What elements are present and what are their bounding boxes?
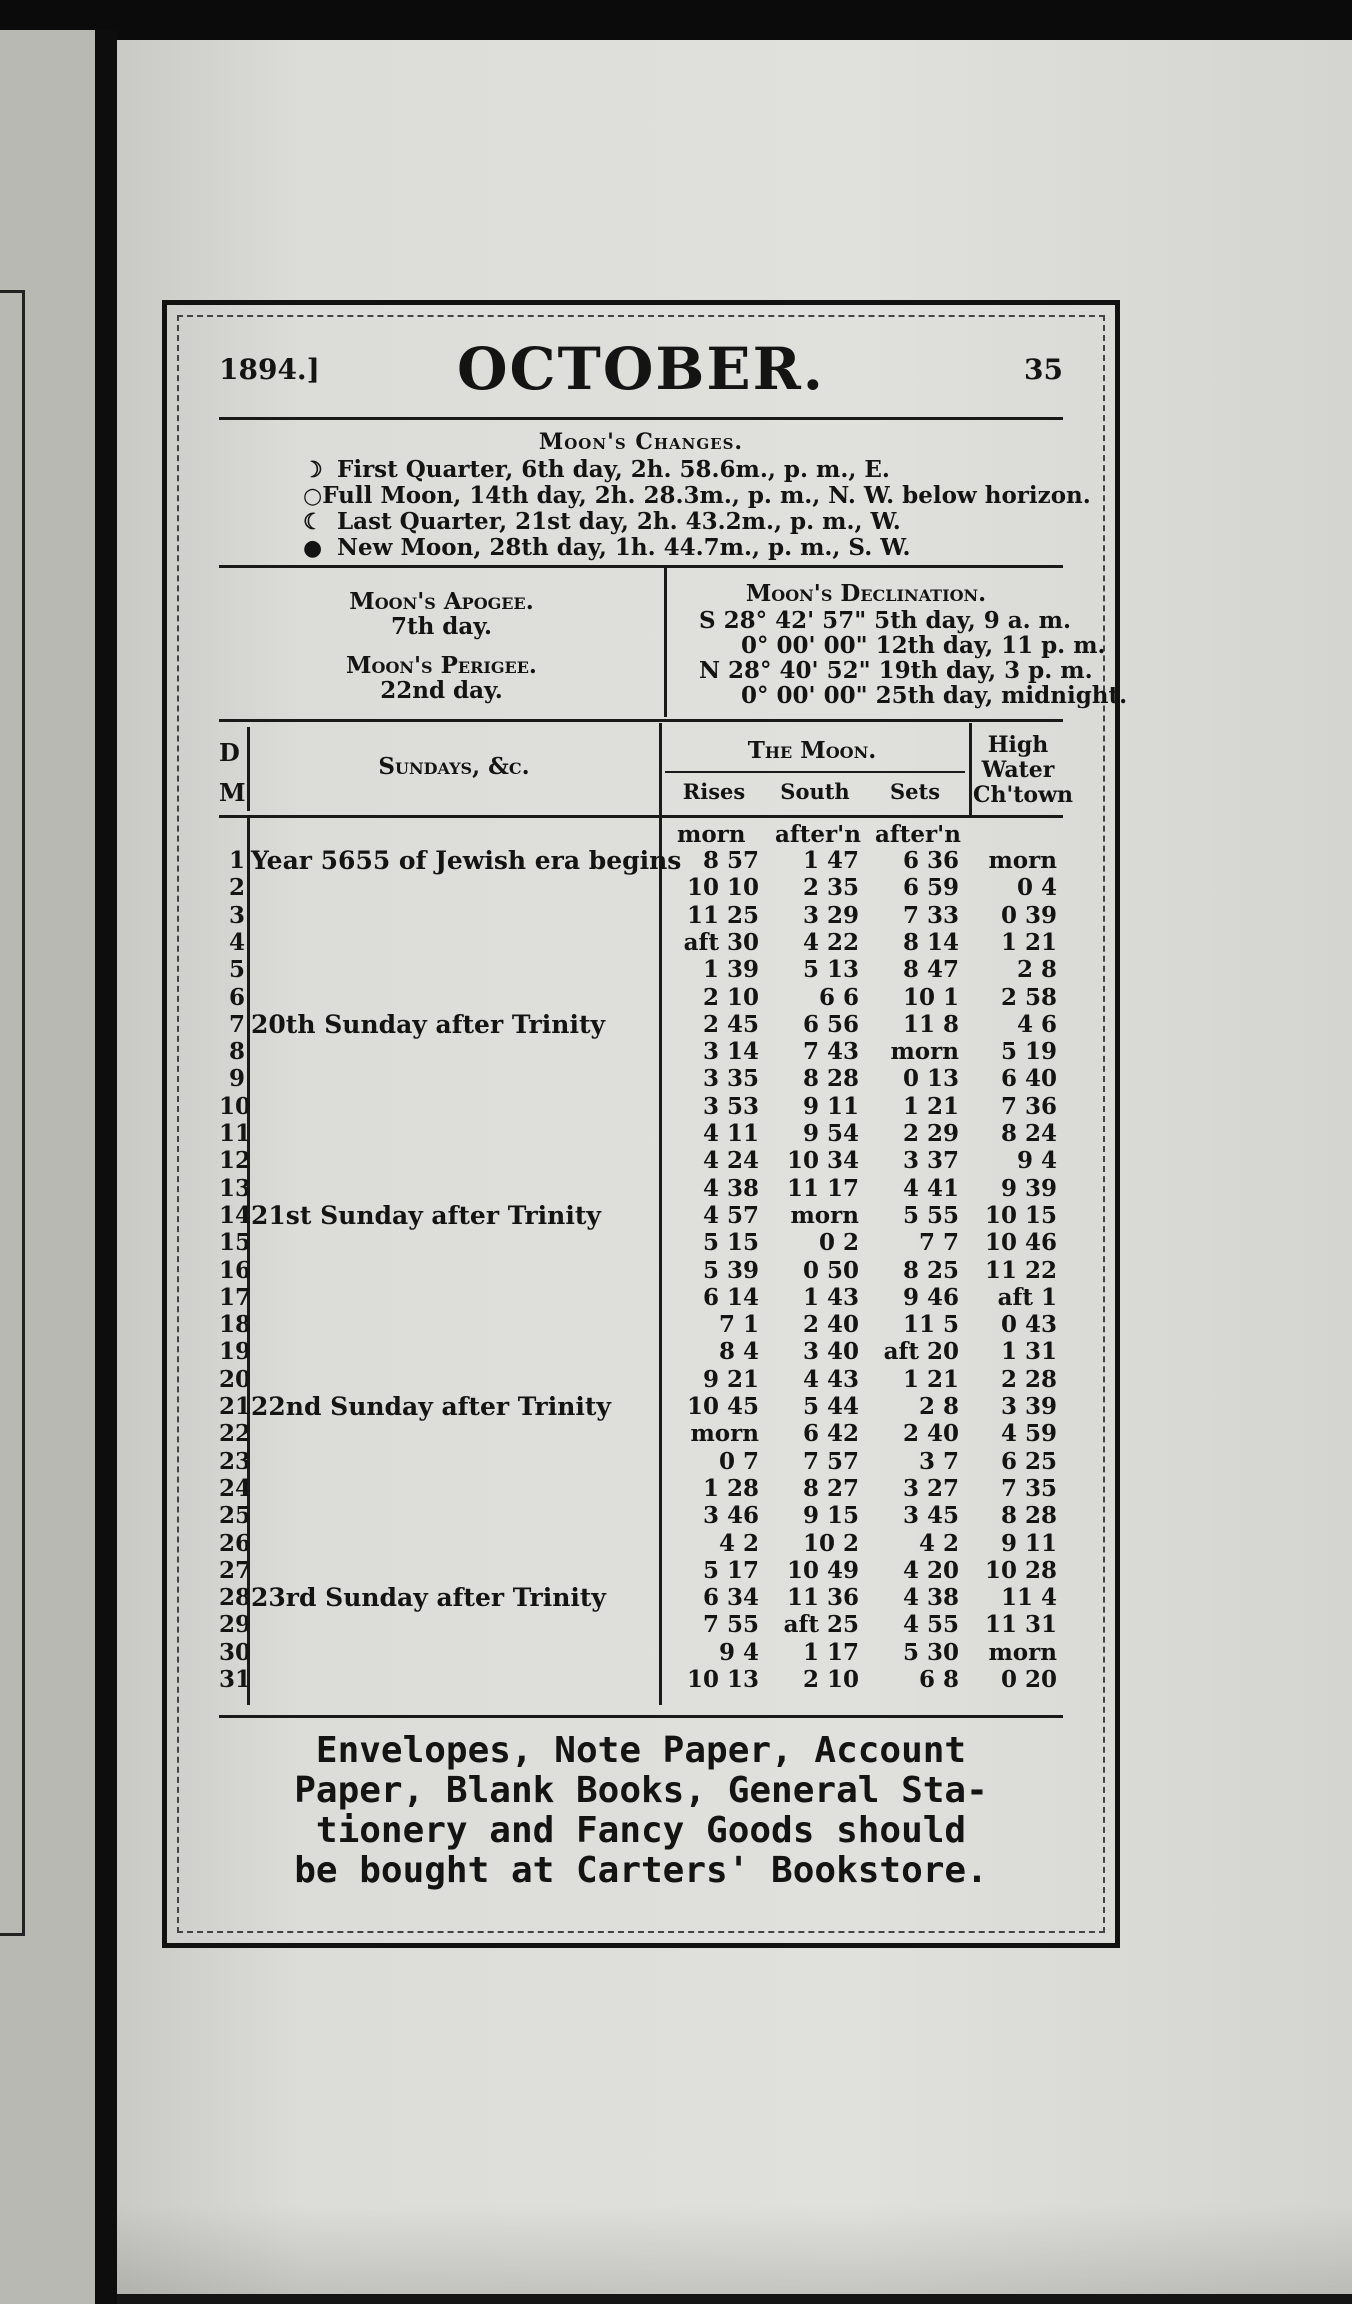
moon-sets: 7 7 xyxy=(918,1229,959,1257)
moon-south: 2 10 xyxy=(802,1666,859,1693)
day-number: 7 xyxy=(228,1010,245,1038)
high-water: 10 28 xyxy=(984,1556,1057,1584)
day-number: 26 xyxy=(219,1529,252,1557)
day-number: 15 xyxy=(219,1229,252,1257)
high-water: 10 15 xyxy=(984,1201,1057,1229)
moon-change-item xyxy=(303,509,1063,535)
moon-rises: 2 45 xyxy=(702,1010,759,1038)
table-row xyxy=(219,929,1063,956)
high-water: 4 6 xyxy=(1016,1010,1057,1038)
moon-changes-title: Moon's Changes. xyxy=(538,429,744,455)
col-hw-line: Ch'town xyxy=(973,782,1074,808)
moon-sets: 6 59 xyxy=(902,874,959,902)
high-water: 0 4 xyxy=(1016,874,1057,902)
col-d: D xyxy=(219,738,240,767)
table-row xyxy=(219,1202,1063,1229)
moon-rises: 5 17 xyxy=(702,1556,759,1584)
day-number: 16 xyxy=(219,1256,252,1284)
moon-south: 9 15 xyxy=(802,1502,859,1530)
moon-info-section xyxy=(219,567,1128,717)
moon-rises: 11 25 xyxy=(686,901,759,929)
table-row xyxy=(219,1420,1063,1447)
moon-sets: 4 2 xyxy=(918,1529,959,1557)
col-divider xyxy=(969,723,972,815)
high-water: 2 58 xyxy=(1000,983,1057,1011)
table-row xyxy=(219,1475,1063,1502)
high-water: 7 35 xyxy=(1000,1474,1057,1502)
new-moon-icon: ● xyxy=(303,535,323,561)
day-number: 2 xyxy=(228,874,245,902)
moon-sets: 4 55 xyxy=(902,1611,959,1639)
moon-south: 5 44 xyxy=(802,1393,859,1420)
moon-rises: 10 13 xyxy=(686,1666,759,1693)
moon-south: 10 2 xyxy=(802,1529,859,1557)
moon-sets: 8 47 xyxy=(902,956,959,984)
table-row xyxy=(219,1338,1063,1365)
moon-sets: 5 55 xyxy=(902,1201,959,1229)
day-number: 22 xyxy=(219,1420,252,1448)
table-row xyxy=(219,1093,1063,1120)
table-row xyxy=(219,1257,1063,1284)
moon-rises: 7 55 xyxy=(702,1611,759,1639)
day-number: 9 xyxy=(228,1065,245,1093)
high-water: 5 19 xyxy=(1000,1038,1057,1066)
table-row xyxy=(219,1557,1063,1584)
day-number: 23 xyxy=(219,1447,252,1475)
moon-south: 10 34 xyxy=(786,1147,859,1175)
moon-south: 8 28 xyxy=(802,1065,859,1093)
almanac-inner-border xyxy=(177,315,1128,1933)
table-row xyxy=(219,1611,1063,1638)
table-row xyxy=(219,1530,1063,1557)
moon-south: 7 57 xyxy=(802,1447,859,1475)
moon-rises: 9 21 xyxy=(702,1365,759,1393)
perigee-title: Moon's Perigee. xyxy=(346,652,537,679)
moon-south: morn xyxy=(790,1201,859,1229)
table-row xyxy=(219,984,1063,1011)
moon-sets: 2 8 xyxy=(918,1393,959,1420)
day-number: 19 xyxy=(219,1338,252,1366)
high-water: 0 20 xyxy=(1000,1666,1057,1693)
advert-line: tionery and Fancy Goods should xyxy=(315,1810,967,1851)
day-number: 31 xyxy=(219,1666,252,1693)
event-text: 23rd Sunday after Trinity xyxy=(251,1583,606,1613)
day-number: 17 xyxy=(219,1283,252,1311)
day-number: 6 xyxy=(228,983,245,1011)
high-water: 6 40 xyxy=(1000,1065,1057,1093)
moon-sets: 11 8 xyxy=(902,1010,959,1038)
moon-rises: 3 46 xyxy=(702,1502,759,1530)
moon-rises: 3 35 xyxy=(702,1065,759,1093)
moon-change-item xyxy=(303,535,1063,561)
col-south: South xyxy=(780,779,850,804)
table-row xyxy=(219,1038,1063,1065)
moon-south: 3 40 xyxy=(802,1338,859,1366)
high-water: 6 25 xyxy=(1000,1447,1057,1475)
moon-sets: 3 37 xyxy=(902,1147,959,1175)
moon-changes-list xyxy=(303,456,1091,561)
table-row xyxy=(219,1229,1063,1256)
moon-rises: 9 4 xyxy=(718,1638,759,1666)
high-water: 7 36 xyxy=(1000,1092,1057,1120)
scan-top-edge xyxy=(0,0,1352,40)
moon-sets: aft 20 xyxy=(883,1338,959,1366)
moon-rises: aft 30 xyxy=(683,928,759,956)
last-quarter-icon: ☾ xyxy=(303,509,323,535)
moon-sets: 8 14 xyxy=(902,928,959,956)
day-number: 14 xyxy=(219,1201,252,1229)
event-text: 21st Sunday after Trinity xyxy=(251,1200,601,1230)
moon-rises: 6 14 xyxy=(702,1283,759,1311)
col-sundays: Sundays, &c. xyxy=(378,753,530,780)
moon-south: 1 43 xyxy=(802,1283,859,1311)
high-water: 8 28 xyxy=(1000,1502,1057,1530)
moon-rises: 10 10 xyxy=(686,874,759,902)
apogee-perigee xyxy=(219,589,664,703)
adjacent-page-frame xyxy=(0,290,25,1936)
high-water: 1 31 xyxy=(1000,1338,1057,1366)
moon-rises: 6 34 xyxy=(702,1584,759,1612)
declination-row: N 28° 40' 52" 19th day, 3 p. m. xyxy=(699,657,1093,684)
moon-sets: 4 41 xyxy=(902,1174,959,1202)
moon-south: 2 35 xyxy=(802,874,859,902)
high-water: 9 11 xyxy=(1000,1529,1057,1557)
moon-sets: 9 46 xyxy=(902,1283,959,1311)
sets-unit: after'n xyxy=(875,821,961,848)
table-row xyxy=(219,1175,1063,1202)
page-title: OCTOBER. xyxy=(457,335,825,403)
page-shadow xyxy=(117,2204,1352,2294)
high-water: 9 39 xyxy=(1000,1174,1057,1202)
table-row xyxy=(219,1584,1063,1611)
moon-rises: 4 38 xyxy=(702,1174,759,1202)
moon-sets: 7 33 xyxy=(902,901,959,929)
first-quarter-icon: ☽ xyxy=(303,457,323,483)
moon-rises: 1 39 xyxy=(702,956,759,984)
high-water: 4 59 xyxy=(1000,1420,1057,1448)
moon-sets: 3 7 xyxy=(918,1447,959,1475)
event-text: 20th Sunday after Trinity xyxy=(251,1009,606,1039)
day-number: 30 xyxy=(219,1638,252,1666)
apogee-title: Moon's Apogee. xyxy=(349,588,534,615)
moon-south: 11 36 xyxy=(786,1584,859,1612)
moon-sets: 1 21 xyxy=(902,1365,959,1393)
day-number: 8 xyxy=(228,1038,245,1066)
moon-sets: 1 21 xyxy=(902,1092,959,1120)
almanac-frame xyxy=(162,300,1128,1948)
table-row xyxy=(219,874,1063,901)
moon-rises: 10 45 xyxy=(686,1393,759,1420)
moon-south: 7 43 xyxy=(802,1038,859,1066)
high-water: 11 4 xyxy=(1000,1584,1057,1612)
info-divider xyxy=(664,567,667,717)
table-row xyxy=(219,1147,1063,1174)
col-hw-line: High xyxy=(987,732,1049,758)
moon-south: 4 22 xyxy=(802,928,859,956)
moon-rises: 1 28 xyxy=(702,1474,759,1502)
moon-rises: 5 39 xyxy=(702,1256,759,1284)
moon-change-item xyxy=(303,457,1063,483)
day-number: 18 xyxy=(219,1311,252,1339)
high-water: morn xyxy=(988,1638,1057,1666)
day-number: 28 xyxy=(219,1584,252,1612)
moon-change-text: New Moon, 28th day, 1h. 44.7m., p. m., S. W. xyxy=(337,534,911,561)
day-number: 3 xyxy=(228,901,245,929)
high-water: 10 46 xyxy=(984,1229,1057,1257)
book-spine xyxy=(95,30,117,2304)
high-water: 0 39 xyxy=(1000,901,1057,929)
table-bottom-rule xyxy=(219,1715,1063,1718)
moon-sets: 0 13 xyxy=(902,1065,959,1093)
moon-south: 4 43 xyxy=(802,1365,859,1393)
moon-south: 2 40 xyxy=(802,1311,859,1339)
table-row xyxy=(219,1065,1063,1092)
high-water: 11 22 xyxy=(984,1256,1057,1284)
page-number: 35 xyxy=(1024,353,1063,386)
moon-south: aft 25 xyxy=(783,1611,859,1639)
day-number: 10 xyxy=(219,1092,252,1120)
declination-title: Moon's Declination. xyxy=(745,580,987,607)
moon-rises: 4 11 xyxy=(702,1120,759,1147)
moon-change-text: First Quarter, 6th day, 2h. 58.6m., p. m., E. xyxy=(337,456,890,483)
high-water: 2 8 xyxy=(1016,956,1057,984)
moon-sets: 4 20 xyxy=(902,1556,959,1584)
declination xyxy=(669,580,1128,709)
moon-south: 9 54 xyxy=(802,1120,859,1147)
moon-change-text: Full Moon, 14th day, 2h. 28.3m., p. m., N. W. below horizon. xyxy=(322,482,1091,509)
table-row xyxy=(219,1120,1063,1147)
high-water: 2 28 xyxy=(1000,1365,1057,1393)
moon-rises: morn xyxy=(690,1420,759,1448)
advert-line: be bought at Carters' Bookstore. xyxy=(294,1850,988,1891)
table-units-row xyxy=(219,821,1063,848)
moon-south: 0 50 xyxy=(802,1256,859,1284)
moon-sets: 10 1 xyxy=(902,983,959,1011)
moon-rises: 8 57 xyxy=(702,847,759,874)
declination-row: 0° 00' 00" 12th day, 11 p. m. xyxy=(741,632,1106,659)
day-number: 27 xyxy=(219,1556,252,1584)
moon-sets: 2 40 xyxy=(902,1420,959,1448)
col-rises: Rises xyxy=(682,779,746,804)
moon-south: 0 2 xyxy=(818,1229,859,1257)
moon-sub-rule xyxy=(665,771,965,773)
moon-rises: 8 4 xyxy=(718,1338,759,1366)
day-number: 13 xyxy=(219,1174,252,1202)
event-text: 22nd Sunday after Trinity xyxy=(251,1392,611,1421)
col-moon: The Moon. xyxy=(747,737,877,764)
page-header xyxy=(219,335,1063,405)
declination-row: 0° 00' 00" 25th day, midnight. xyxy=(741,682,1128,709)
advert-line: Envelopes, Note Paper, Account xyxy=(315,1730,967,1771)
table-header-rule xyxy=(219,815,1063,818)
advertisement xyxy=(219,1731,1063,1891)
moon-sets: 4 38 xyxy=(902,1584,959,1612)
advert-line: Paper, Blank Books, General Sta- xyxy=(294,1770,988,1811)
col-hw-line: Water xyxy=(981,757,1055,783)
day-number: 11 xyxy=(219,1120,252,1147)
col-m: M xyxy=(219,778,246,807)
moon-sets: 8 25 xyxy=(902,1256,959,1284)
apogee-day: 7th day. xyxy=(390,613,493,640)
table-row xyxy=(219,847,1063,874)
table-row xyxy=(219,1393,1063,1420)
col-high-water xyxy=(973,732,1074,808)
high-water: 3 39 xyxy=(1000,1393,1057,1420)
high-water: morn xyxy=(988,847,1057,874)
moon-rises: 2 10 xyxy=(702,983,759,1011)
day-number: 4 xyxy=(228,928,245,956)
moon-sets: 11 5 xyxy=(902,1311,959,1339)
moon-rises: 7 1 xyxy=(718,1311,759,1339)
adjacent-page xyxy=(0,30,95,2304)
moon-south: 9 11 xyxy=(802,1092,859,1120)
day-month-label xyxy=(219,733,246,813)
south-unit: after'n xyxy=(775,821,861,848)
high-water: 8 24 xyxy=(1000,1120,1057,1147)
moon-south: 1 47 xyxy=(802,847,859,874)
moon-rises: 4 57 xyxy=(702,1201,759,1229)
moon-change-text: Last Quarter, 21st day, 2h. 43.2m., p. m., W. xyxy=(337,508,901,535)
moon-south: 6 6 xyxy=(818,983,859,1011)
moon-rises: 4 2 xyxy=(718,1529,759,1557)
high-water: 1 21 xyxy=(1000,928,1057,956)
day-number: 5 xyxy=(228,956,245,984)
table-row xyxy=(219,956,1063,983)
high-water: 0 43 xyxy=(1000,1311,1057,1339)
day-number: 12 xyxy=(219,1147,252,1175)
high-water: 11 31 xyxy=(984,1611,1057,1639)
col-sets: Sets xyxy=(889,779,941,804)
moon-sets: 6 36 xyxy=(902,847,959,874)
moon-sets: 2 29 xyxy=(902,1120,959,1147)
moon-rises: 5 15 xyxy=(702,1229,759,1257)
moon-rises: 4 24 xyxy=(702,1147,759,1175)
high-water: 9 4 xyxy=(1016,1147,1057,1175)
moon-sets: 3 45 xyxy=(902,1502,959,1530)
day-number: 25 xyxy=(219,1502,252,1530)
moon-south: 6 42 xyxy=(802,1420,859,1448)
event-text: Year 5655 of Jewish era begins xyxy=(251,846,682,875)
full-moon-icon: ○ xyxy=(303,483,323,509)
moon-south: 1 17 xyxy=(802,1638,859,1666)
table-header xyxy=(219,723,1074,815)
day-number: 1 xyxy=(228,847,245,874)
perigee-day: 22nd day. xyxy=(380,677,503,704)
moon-south: 10 49 xyxy=(786,1556,859,1584)
rises-unit: morn xyxy=(677,821,746,848)
declination-row: S 28° 42' 57" 5th day, 9 a. m. xyxy=(699,607,1071,634)
table-row xyxy=(219,1666,1063,1693)
day-number: 21 xyxy=(219,1393,252,1420)
moon-sets: 3 27 xyxy=(902,1474,959,1502)
header-rule xyxy=(219,417,1063,420)
table-row xyxy=(219,1011,1063,1038)
day-number: 20 xyxy=(219,1365,252,1393)
moon-south: 6 56 xyxy=(802,1010,859,1038)
table-row xyxy=(219,1311,1063,1338)
table-row xyxy=(219,1502,1063,1529)
moon-change-item xyxy=(303,482,1091,509)
moon-rises: 3 53 xyxy=(702,1092,759,1120)
day-number: 24 xyxy=(219,1474,252,1502)
moon-rises: 3 14 xyxy=(702,1038,759,1066)
table-row xyxy=(219,1284,1063,1311)
moon-sets: morn xyxy=(890,1038,959,1066)
high-water: aft 1 xyxy=(997,1283,1057,1311)
moon-rises: 0 7 xyxy=(718,1447,759,1475)
moon-south: 3 29 xyxy=(802,901,859,929)
table-row xyxy=(219,902,1063,929)
table-top-rule xyxy=(219,719,1063,722)
table-row xyxy=(219,1639,1063,1666)
moon-south: 11 17 xyxy=(786,1174,859,1202)
moon-south: 5 13 xyxy=(802,956,859,984)
table-row xyxy=(219,1366,1063,1393)
moon-sets: 5 30 xyxy=(902,1638,959,1666)
year-label: 1894.] xyxy=(219,353,320,386)
moon-sets: 6 8 xyxy=(918,1666,959,1693)
moon-south: 8 27 xyxy=(802,1474,859,1502)
day-number: 29 xyxy=(219,1611,252,1639)
table-row xyxy=(219,1448,1063,1475)
